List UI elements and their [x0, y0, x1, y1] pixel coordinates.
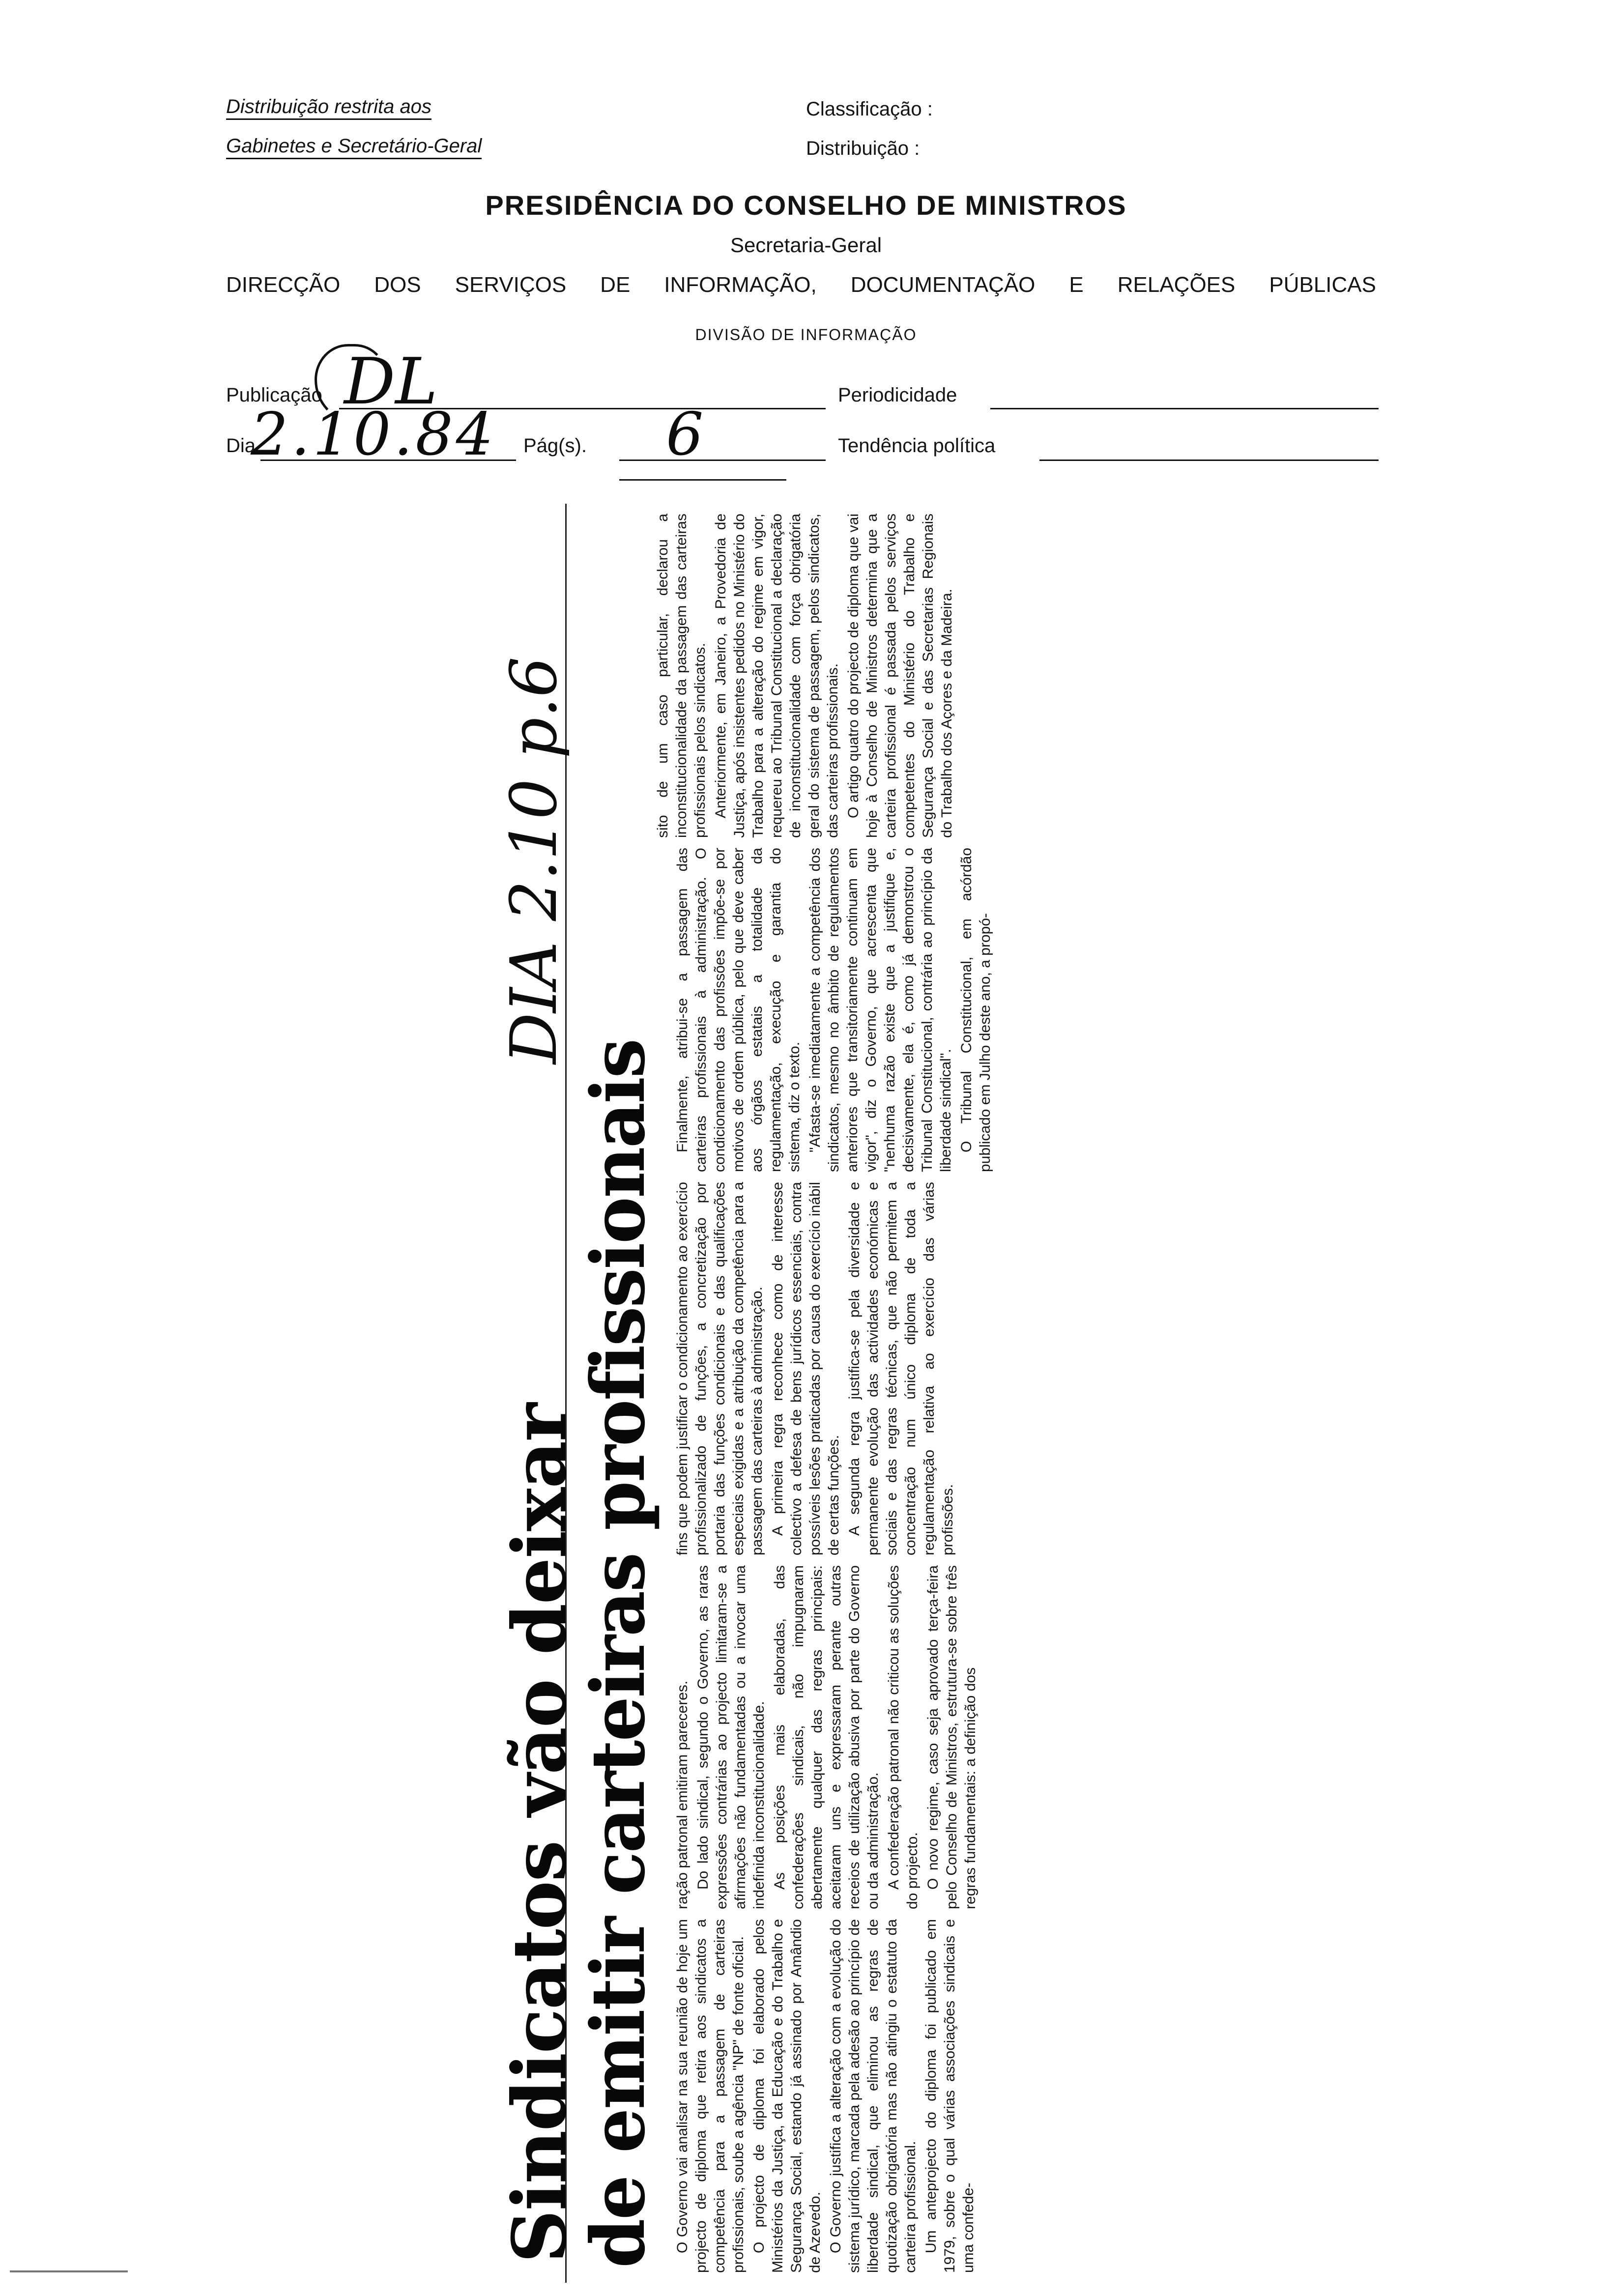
column2-paragraph: As posições mais elaboradas, das confederações sindicais, não impugnaram abertamente qualquer das regras principais: aceitaram uns e expressaram perante outras receios de utilização abusiva por parte do Governo ou da administração. — [772, 1565, 881, 1909]
newspaper-clipping — [491, 494, 1356, 2283]
presidency-title: PRESIDÊNCIA DO CONSELHO DE MINISTROS — [485, 190, 1127, 221]
column4-paragraph: "Afasta-se imediatamente a competência dos sindicatos, mesmo no âmbito de regulamentos anteriores que transitoriamente continuam em vigor", diz o Governo, que acrescenta que "nenhuma razão existe que a justifique e, decisivamente, ela é, como já demonstrou o Tribunal Constitucional, contrária ao princípio da liberdade sindical". — [807, 848, 954, 1172]
article-column-5 — [654, 514, 958, 838]
publication-handwritten-value: DL — [344, 344, 438, 419]
article-column-4 — [673, 848, 997, 1172]
distribution-restriction-line2: Gabinetes e Secretário-Geral — [226, 135, 482, 159]
pages-handwritten-value: 6 — [666, 401, 704, 469]
column4-paragraph: O Tribunal Constitucional, em acórdão publicado em Julho deste ano, a propó- — [958, 848, 993, 1172]
column2-paragraph: ração patronal emitiram pareceres. — [674, 1680, 691, 1909]
article-column-1 — [673, 1919, 980, 2273]
headline-line1: Sindicatos vão deixar — [496, 1404, 583, 2263]
publication-label: Publicação — [226, 384, 322, 406]
pages-label: Pág(s). — [523, 435, 587, 457]
column5-paragraph: sito de um caso particular, declarou a inconstitucionalidade da passagem das carteiras profissionais pelos sindicatos. — [655, 514, 708, 838]
column4-paragraph: Finalmente, atribui-se a passagem das carteiras profissionais à administração. O condicionamento das profissões impõe-se por motivos de ordem pública, pelo que deve caber aos órgãos estatais a totalidade da regulamentação, execução e garantia do sistema, diz o texto. — [674, 848, 803, 1172]
column5-paragraph: O artigo quatro do projecto de diploma que vai hoje à Conselho de Ministros determina que a carteira profissional é passada pelos serviços competentes do Ministério do Trabalho e Segurança Social e das Secretarias Regionais do Trabalho dos Açores e da Madeira. — [845, 514, 955, 838]
division-line: DIVISÃO DE INFORMAÇÃO — [695, 326, 917, 344]
day-handwritten-value: 2.10.84 — [251, 401, 497, 469]
periodicity-label: Periodicidade — [838, 384, 957, 406]
column1-paragraph: O projecto de diploma foi elaborado pelos Ministérios da Justiça, da Educação e do Trabalho e Segurança Social, estando já assinado por Amândio de Azevedo. — [751, 1919, 823, 2273]
classification-label: Classificação : — [806, 98, 933, 120]
column3-paragraph: A primeira regra reconhece como de interesse colectivo a defesa de bens jurídicos essenciais, contra possíveis lesões praticadas por causa do exercício inábil de certas funções. — [770, 1182, 842, 1555]
secretariat-subtitle: Secretaria-Geral — [730, 233, 882, 257]
column3-paragraph: A segunda regra justifica-se pela diversidade e permanente evolução das actividades económicas e sociais e das regras técnicas, que não permitem a concentração num único diploma de toda a regulamentação relativa ao exercício das várias profissões. — [846, 1182, 956, 1555]
column2-paragraph: Do lado sindical, segundo o Governo, as raras expressões contrárias ao projecto limitaram-se a afirmações não fundamentadas ou a invocar uma indefinida inconstitucionalidade. — [695, 1565, 767, 1909]
article-column-2 — [673, 1565, 982, 1909]
political-tendency-label: Tendência política — [838, 435, 996, 457]
headline-line2: de emitir carteiras profissionais — [575, 1039, 662, 2268]
column2-paragraph: O novo regime, caso seja aprovado terça-feira pelo Conselho de Ministros, estrutura-se sobre três regras fundamentais: a definição dos — [925, 1565, 979, 1909]
distribution-restriction-line1: Distribuição restrita aos — [226, 96, 432, 120]
column5-paragraph: Anteriormente, em Janeiro, a Provedoria de Justiça, após insistentes pedidos no Ministério do Trabalho para a alteração do regime em vigor, requereu ao Tribunal Constitucional a declaração de inconstitucionalidade com força obrigatória geral do sistema de passagem, pelos sindicatos, das carteiras profissionais. — [713, 514, 841, 838]
scan-edge-mark — [10, 2270, 128, 2272]
article-column-3 — [673, 1182, 959, 1555]
column1-paragraph: O Governo justifica a alteração com a evolução do sistema jurídico, marcada pela adesão ao princípio de liberdade sindical, que eliminou as regras de quotização obrigatória mas não atingiu o estatuto da carteira profissional. — [828, 1919, 919, 2273]
column3-paragraph: fins que podem justificar o condicionamento ao exercício profissionalizado de funções, a concretização por portaria das funções condicionais e das qualificações especiais exigidas e a atribuição da competência para a passagem das carteiras à administração. — [674, 1182, 765, 1555]
column1-paragraph: O Governo vai analisar na sua reunião de hoje um projecto de diploma que retira aos sindicatos a competência para a passagem de carteiras profissionais, soube a agência "NP" de fonte oficial. — [674, 1919, 747, 2273]
column2-paragraph: A confederação patronal não criticou as soluções do projecto. — [886, 1565, 921, 1909]
column1-paragraph: Um anteprojecto do diploma foi publicado em 1979, sobre o qual várias associações sindicais e uma confede- — [923, 1919, 977, 2273]
clipping-handwritten-date: DIA 2.10 p.6 — [496, 657, 571, 1064]
directorate-line: DIRECÇÃO DOS SERVIÇOS DE INFORMAÇÃO, DOCUMENTAÇÃO E RELAÇÕES PÚBLICAS — [226, 273, 1376, 297]
distribution-label: Distribuição : — [806, 138, 920, 159]
day-label: Dia — [226, 435, 256, 457]
